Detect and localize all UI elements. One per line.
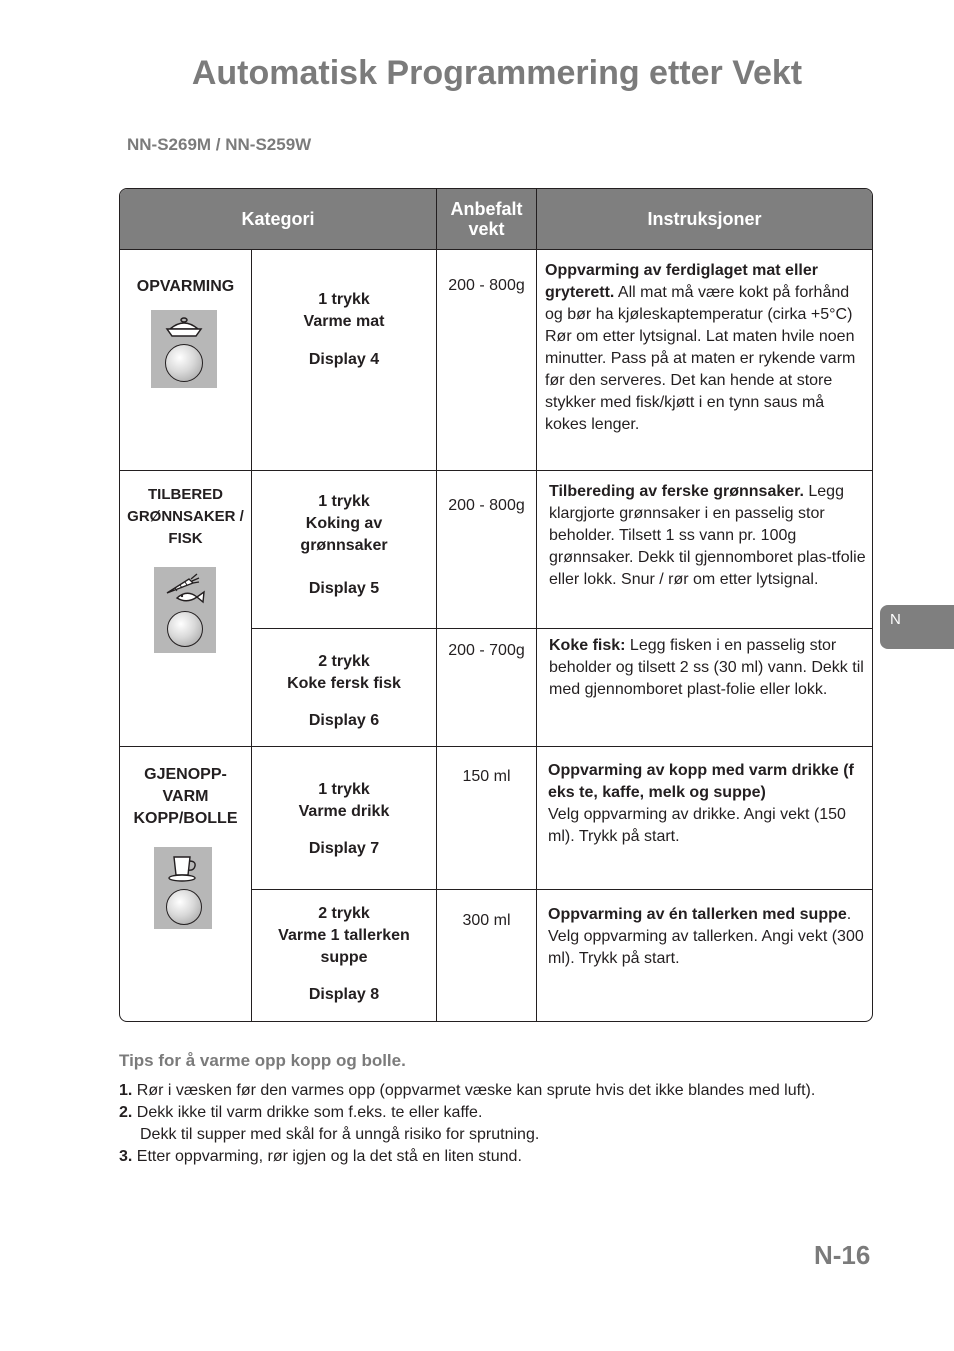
cup-icon: [168, 853, 200, 883]
program-info: [252, 651, 436, 732]
program-info: [252, 903, 436, 1006]
category-label: TILBERED GRØNNSAKER / FISK: [127, 486, 244, 547]
program-info: [252, 491, 436, 600]
program-name: Koke fersk fisk: [287, 675, 401, 692]
recommended-weight: 300 ml: [462, 912, 511, 929]
press-count: 2 trykk: [318, 653, 370, 670]
category-label: OPVARMING: [136, 278, 235, 295]
category-label: GJENOPP-VARM KOPP/BOLLE: [133, 766, 238, 827]
instruction-text: [549, 481, 867, 591]
divider: [251, 889, 872, 890]
recommended-weight: 200 - 800g: [448, 277, 525, 294]
instruction-text: [545, 260, 865, 436]
program-button[interactable]: [151, 310, 217, 388]
covered-dish-icon: [164, 316, 204, 340]
dial-knob: [165, 344, 203, 382]
list-number: 3.: [119, 1148, 133, 1165]
display-number: Display 8: [308, 986, 380, 1003]
program-table: [119, 188, 873, 1022]
list-item: [119, 1102, 899, 1124]
display-number: Display 7: [308, 840, 380, 857]
dial-knob: [166, 889, 202, 925]
divider: [120, 249, 872, 250]
list-item: [119, 1080, 899, 1102]
divider: [536, 189, 537, 1021]
header-category: Kategori: [120, 189, 436, 249]
divider: [120, 746, 872, 747]
list-text: Dekk ikke til varm drikke som f.eks. te eller kaffe.: [136, 1104, 483, 1121]
model-number: NN-S269M / NN-S259W: [127, 135, 312, 154]
instruction-heading: Oppvarming av én tallerken med suppe: [548, 906, 847, 923]
display-number: Display 4: [308, 351, 380, 368]
program-name: Varme 1 tallerken suppe: [278, 927, 410, 966]
program-info: [252, 289, 436, 371]
tips-list: [119, 1080, 899, 1168]
divider: [436, 189, 437, 1021]
list-text: Etter oppvarming, rør igjen og la det stå en liten stund.: [136, 1148, 522, 1165]
divider: [251, 628, 872, 629]
divider: [120, 470, 872, 471]
program-button[interactable]: [154, 567, 216, 653]
header-weight: Anbefalt vekt: [437, 189, 536, 249]
section-tab: [880, 605, 954, 649]
instruction-text: [548, 904, 866, 970]
program-button[interactable]: [154, 847, 212, 929]
instruction-body: Legg klargjorte grønnsaker i en passelig stor beholder. Tilsett 1 ss vann pr. 100g grønnsaker. Dekk til gjennomboret plas-tfolie eller lokk. Snur / rør om etter lytsignal.: [549, 483, 866, 588]
instruction-body: Velg oppvarming av drikke. Angi vekt (150 ml). Trykk på start.: [548, 806, 846, 845]
carrot-fish-icon: [163, 573, 207, 605]
tips-heading: Tips for å varme opp kopp og bolle.: [119, 1051, 406, 1070]
press-count: 1 trykk: [318, 493, 370, 510]
instruction-heading: Oppvarming av ferdiglaget mat eller gryterett.: [545, 262, 818, 301]
instruction-body: All mat må være kokt på forhånd og bør ha kjøleskaptemperatur (cirka +5°C) Rør om etter lytsignal. Lat maten hvile noen minutter. Pass på at maten er rykende varm før den serveres. Det kan hende at store stykker med fisk/kjøtt i en tynn saus må kokes lenger.: [545, 284, 856, 433]
instruction-heading: Koke fisk:: [549, 637, 626, 654]
recommended-weight: 150 ml: [462, 768, 511, 785]
recommended-weight: 200 - 800g: [448, 497, 525, 514]
list-item: [119, 1146, 899, 1168]
instruction-text: [549, 635, 867, 701]
list-item-continuation: Dekk til supper med skål for å unngå risiko for sprutning.: [140, 1126, 540, 1143]
press-count: 2 trykk: [318, 905, 370, 922]
list-number: 2.: [119, 1104, 133, 1121]
press-count: 1 trykk: [318, 781, 370, 798]
recommended-weight: 200 - 700g: [448, 642, 525, 659]
program-name: Koking av grønnsaker: [300, 515, 388, 554]
program-info: [252, 779, 436, 860]
instruction-body: . Velg oppvarming av tallerken. Angi vekt (300 ml). Trykk på start.: [548, 906, 864, 967]
header-instructions: Instruksjoner: [537, 189, 872, 249]
program-name: Varme drikk: [298, 803, 390, 820]
instruction-body: Legg fisken i en passelig stor beholder og tilsett 2 ss (30 ml) vann. Dekk til med gjennomboret plast-folie eller lokk.: [549, 637, 864, 698]
press-count: 1 trykk: [318, 291, 370, 308]
dial-knob: [167, 611, 203, 647]
display-number: Display 6: [308, 712, 380, 729]
display-number: Display 5: [308, 580, 380, 597]
list-text: Rør i væsken før den varmes opp (oppvarmet væske kan sprute hvis det ikke blandes med luft).: [136, 1082, 816, 1099]
instruction-text: [548, 760, 866, 848]
section-tab-label: N: [890, 611, 901, 628]
list-number: 1.: [119, 1082, 133, 1099]
program-name: Varme mat: [303, 313, 385, 330]
instruction-heading: Oppvarming av kopp med varm drikke (f eks te, kaffe, melk og suppe): [548, 762, 854, 801]
instruction-heading: Tilbereding av ferske grønnsaker.: [549, 483, 804, 500]
page-number: N-16: [814, 1240, 871, 1270]
page-title: Automatisk Programmering etter Vekt: [191, 54, 803, 92]
